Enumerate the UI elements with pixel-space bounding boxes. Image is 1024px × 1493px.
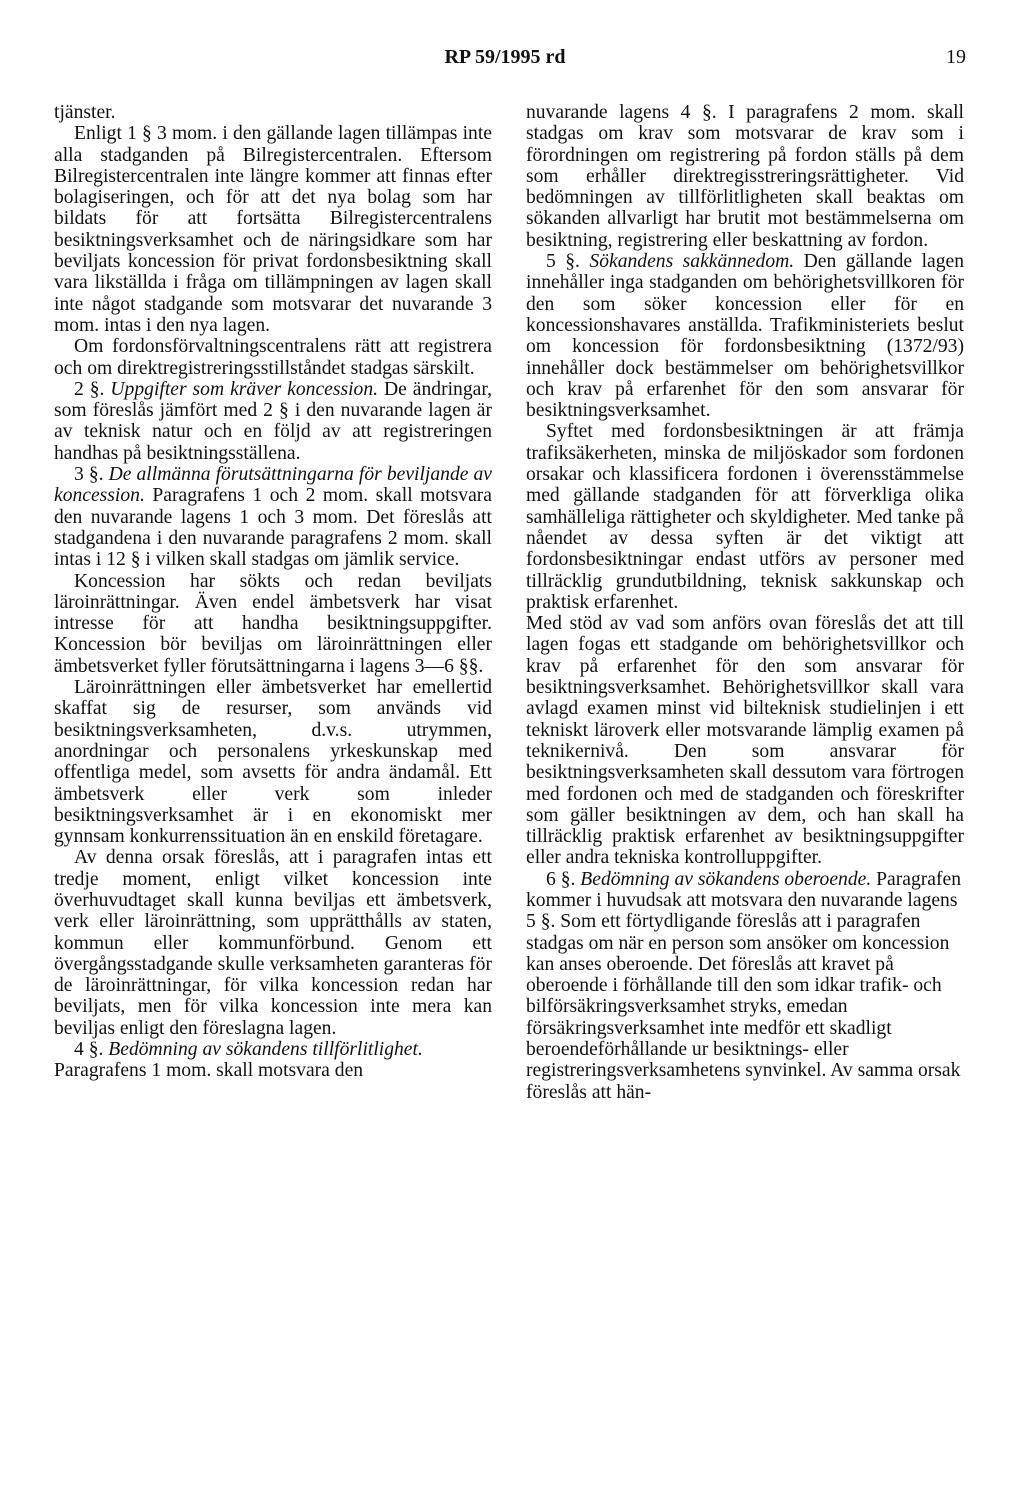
- paragraph-text: De ändringar, som föreslås jämfört med 2 § i den nuvarande lagen är av teknisk natur och en följd av att registreringen handhas på besiktningsställena.: [54, 378, 492, 464]
- page-header: [0, 46, 1024, 76]
- paragraph-text: Om fordonsförvaltningscentralens rätt att registrera och om direktregistreringsstillståndet stadgas särskilt.: [54, 336, 492, 379]
- paragraph-text: Den gällande lagen innehåller inga stadganden om behörighetsvillkoren för den som söker koncession eller för en koncessionshavares anställda. Trafikministeriets beslut om koncession för fordonsbesiktning (1372/93) innehåller dock bestämmelser om behörighetsvillkor och krav på erfarenhet för den som ansvarar för besiktningsverksamhet.: [526, 251, 964, 422]
- paragraph-text: nuvarande lagens 4 §. I paragrafens 2 mom. skall stadgas om krav som motsvarar de krav som i förordningen om registrering på fordon ställs på dem som erhåller direktregisstreringsrättigheter. Vid bedömningen av tillförlitligheten skall beaktas om sökanden allvarligt har brutit mot bestämmelserna om besiktning, registrering eller beskattning av fordon.: [526, 102, 964, 251]
- paragraph: [526, 613, 964, 869]
- right-column: [526, 102, 964, 1103]
- paragraph-text: Koncession har sökts och redan beviljats läroinrättningar. Även endel ämbetsverk har visat intresse för att handha besiktningsuppgifter. Koncession bör beviljas om läroinrättningen eller ämbetsverket fyller förutsättningarna i lagens 3—6 §§.: [54, 570, 492, 677]
- section-title: Sökandens sakkännedom.: [589, 251, 795, 273]
- paragraph-text: Läroinrättningen eller ämbetsverket har emellertid skaffat sig de resurser, som används vid besiktningsverksamheten, d.v.s. utrymmen, anordningar och personalens yrkeskunskap med offentliga medel, som avsetts för andra ändamål. Ett ämbetsverk eller verk som inleder besiktningsverksamhet är i en ekonomiskt mer gynnsam konkurrenssituation än en enskild företagare.: [54, 677, 492, 848]
- paragraph: [526, 869, 964, 1103]
- paragraph: [526, 421, 964, 613]
- paragraph: [54, 1039, 492, 1082]
- page-number: 19: [946, 46, 966, 68]
- paragraph-text: Paragrafens 1 mom. skall motsvara den: [54, 1060, 364, 1082]
- section-number: 4 §.: [74, 1039, 109, 1061]
- left-column: [54, 102, 492, 1082]
- section-title: Uppgifter som kräver koncession.: [110, 378, 379, 400]
- paragraph-text: Paragrafens 1 och 2 mom. skall motsvara den nuvarande lagens 1 och 3 mom. Det föreslås att stadgandena i den nuvarande paragrafens 2 mom. skall intas i 12 § i vilken skall stadgas om jämlik service.: [54, 485, 492, 571]
- section-number: 6 §.: [546, 868, 581, 890]
- paragraph-text: Syftet med fordonsbesiktningen är att främja trafiksäkerheten, minska de miljöskador som fordonen orsakar och klassificera fordonen i överensstämmelse med gällande stadganden för att förverkliga olika samhälleliga rättigheter och skyldigheter. Med tanke på nåendet av dessa syften är det viktigt att fordonsbesiktningar endast utförs av personer med tillräcklig grundutbildning, teknisk sakkunskap och praktisk erfarenhet.: [526, 421, 964, 613]
- section-title: Bedömning av sökandens tillförlitlighet.: [108, 1039, 423, 1061]
- paragraph-text: tjänster.: [54, 102, 116, 123]
- document-id: RP 59/1995 rd: [444, 46, 566, 68]
- paragraph: [54, 464, 492, 570]
- paragraph: [54, 571, 492, 677]
- paragraph-text: Med stöd av vad som anförs ovan föreslås det att till lagen fogas ett stadgande om behörighetsvillkor och krav på erfarenhet för den som ansvarar för besiktningsverksamhet. Behörighetsvillkor skall vara avlagd examen minst vid bilteknisk studielinjen i ett tekniskt läroverk eller motsvarande lämplig examen på teknikernivå. Den som ansvarar för besiktningsverksamheten skall dessutom vara förtrogen med fordonen och med de stadganden och föreskrifter som gäller besiktningen av dem, och han skall ha tillräcklig praktisk erfarenhet av besiktningsuppgifter eller andra tekniska kontrolluppgifter.: [526, 613, 964, 869]
- section-title: Bedömning av sökandens oberoende.: [580, 868, 872, 890]
- paragraph-text: Paragrafen kommer i huvudsak att motsvara den nuvarande lagens 5 §. Som ett förtydligande föreslås att i paragrafen stadgas om när en person som ansöker om koncession kan anses oberoende. Det föreslås att kravet på oberoende i förhållande till den som idkar trafik- och bilförsäkringsverksamhet stryks, emedan försäkringsverksamhet inte medför ett skadligt beroendeförhållande ur besiktnings- eller registreringsverksamhetens synvinkel. Av samma orsak föreslås att hän-: [526, 868, 961, 1103]
- section-number: 5 §.: [546, 251, 590, 273]
- paragraph-text: Av denna orsak föreslås, att i paragrafen intas ett tredje moment, enligt vilket koncession inte överhuvudtaget skall kunna beviljas ett ämbetsverk, verk eller läroinrättning, som upprätthålls av staten, kommun eller kommunförbund. Genom ett övergångsstadgande skulle verksamheten garanteras för de läroinrättningar, för vilka koncession redan har beviljats, men för vilka koncession inte mera kan beviljas enligt den föreslagna lagen.: [54, 847, 492, 1039]
- paragraph-text: Enligt 1 § 3 mom. i den gällande lagen tillämpas inte alla stadganden på Bilregistercentralen. Eftersom Bilregistercentralen inte längre kommer att finnas efter bolagiseringen, och för att det nya bolag som har bildats för att fortsätta Bilregistercentralens besiktningsverksamhet och de näringsidkare som har beviljats koncession för privat fordonsbesiktning skall vara likställda i fråga om tillämpningen av lagen skall inte något stadgande som motsvarar det nuvarande 3 mom. intas i den nya lagen.: [54, 123, 492, 336]
- section-number: 2 §.: [74, 378, 111, 400]
- paragraph: [54, 123, 492, 336]
- paragraph: [54, 847, 492, 1039]
- paragraph: [54, 677, 492, 847]
- paragraph: [54, 102, 492, 123]
- paragraph: [526, 102, 964, 251]
- paragraph: [54, 379, 492, 464]
- paragraph: [526, 251, 964, 421]
- section-title: De allmänna förutsättningarna för beviljande av koncession.: [54, 464, 492, 507]
- section-number: 3 §.: [74, 464, 109, 486]
- paragraph: [54, 336, 492, 379]
